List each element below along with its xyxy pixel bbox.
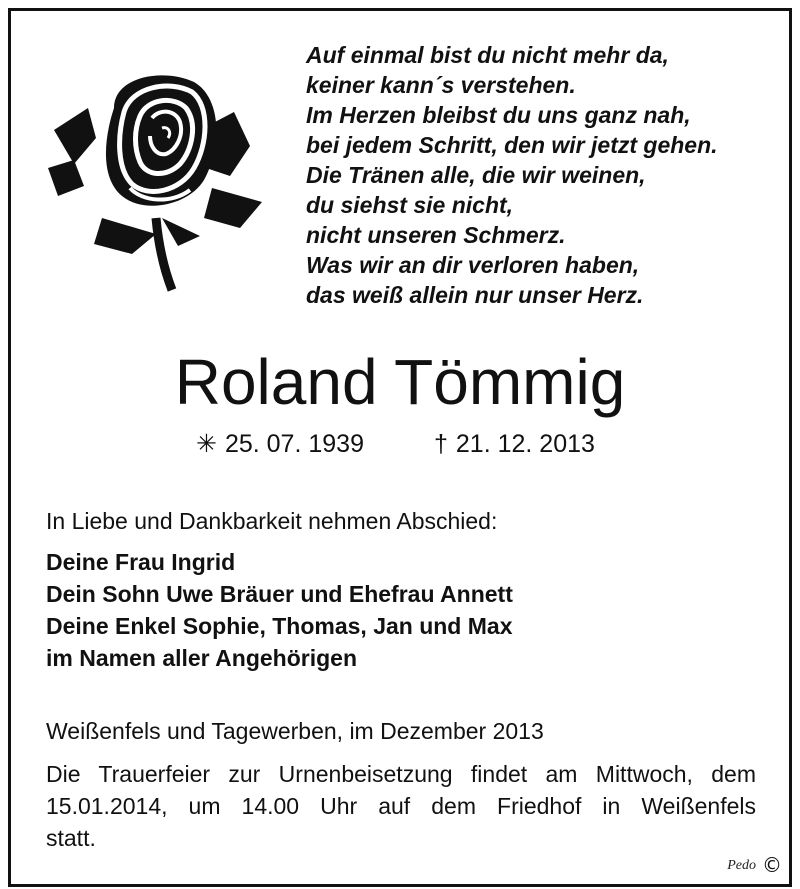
death-date-line xyxy=(434,428,595,460)
place-date: Weißenfels und Tagewerben, im Dezember 2013 xyxy=(46,718,544,744)
mourners-list xyxy=(46,546,513,674)
rose-icon xyxy=(44,68,266,292)
poem xyxy=(306,40,786,310)
service-line: statt. xyxy=(46,825,96,851)
birth-date-line xyxy=(196,428,364,460)
designer-signature: Pedo xyxy=(727,858,756,873)
mourner-line: im Namen aller Angehörigen xyxy=(46,645,357,671)
poem-line: Was wir an dir verloren haben, xyxy=(306,252,640,278)
copyright-icon: © xyxy=(762,853,782,877)
poem-line: Im Herzen bleibst du uns ganz nah, xyxy=(306,102,691,128)
service-line: 15.01.2014, um 14.00 Uhr auf dem Friedhof in Weißenfels xyxy=(46,793,756,819)
service-line: Die Trauerfeier zur Urnenbeisetzung findet am Mittwoch, dem xyxy=(46,761,756,787)
poem-line: keiner kann´s verstehen. xyxy=(306,72,576,98)
mourner-line: Deine Enkel Sophie, Thomas, Jan und Max xyxy=(46,613,513,639)
birth-star-icon: ✳ xyxy=(196,430,217,458)
mourner-line: Deine Frau Ingrid xyxy=(46,549,236,575)
service-notice xyxy=(46,758,756,854)
poem-line: nicht unseren Schmerz. xyxy=(306,222,566,248)
poem-line: Auf einmal bist du nicht mehr da, xyxy=(306,42,669,68)
death-cross-icon: † xyxy=(434,430,448,458)
poem-line: bei jedem Schritt, den wir jetzt gehen. xyxy=(306,132,718,158)
poem-line: du siehst sie nicht, xyxy=(306,192,514,218)
mourner-line: Dein Sohn Uwe Bräuer und Ehefrau Annett xyxy=(46,581,513,607)
poem-line: Die Tränen alle, die wir weinen, xyxy=(306,162,646,188)
deceased-name: Roland Tömmig xyxy=(174,346,626,418)
poem-line: das weiß allein nur unser Herz. xyxy=(306,282,644,308)
farewell-intro: In Liebe und Dankbarkeit nehmen Abschied: xyxy=(46,508,498,534)
birth-date: 25. 07. 1939 xyxy=(224,430,364,458)
death-date: 21. 12. 2013 xyxy=(455,430,595,458)
